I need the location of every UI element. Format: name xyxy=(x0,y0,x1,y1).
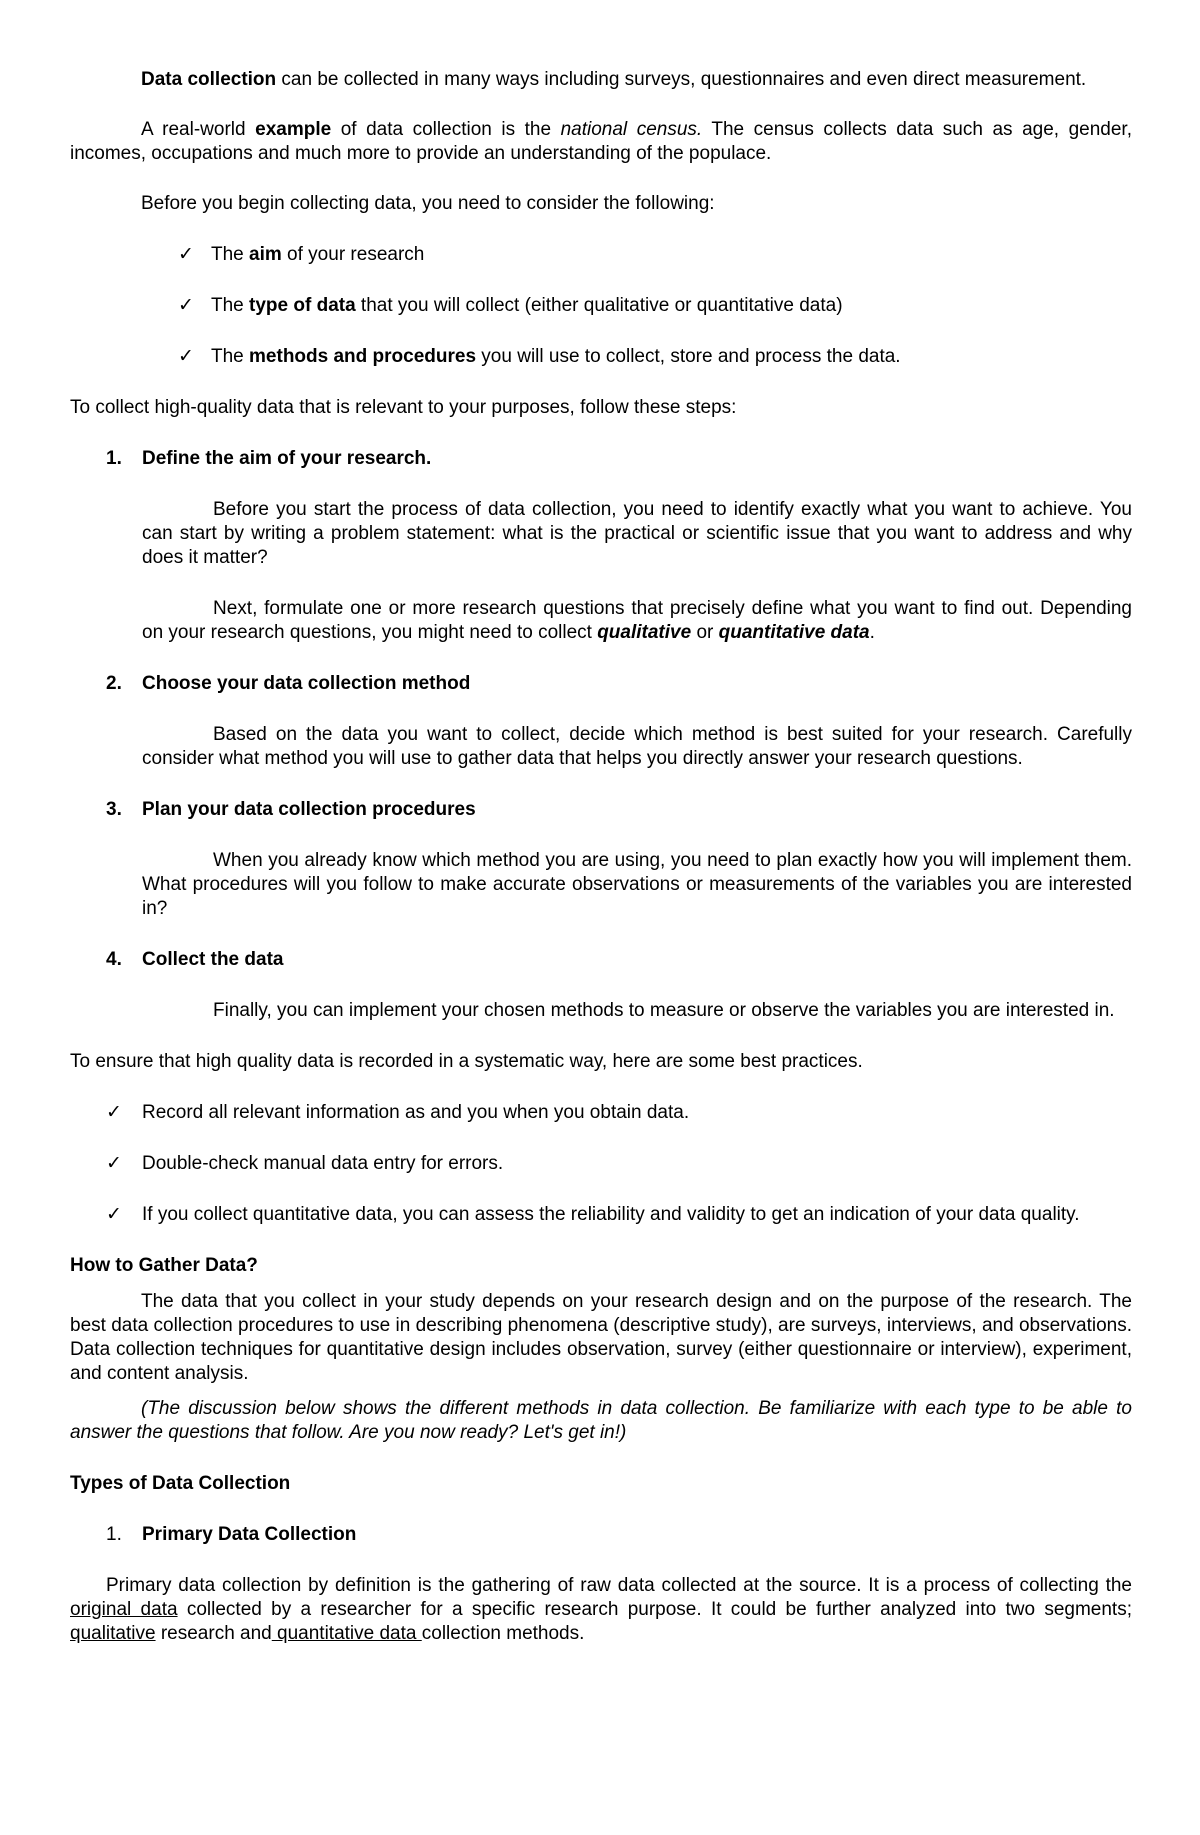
primary-data-paragraph: Primary data collection by definition is the gathering of raw data collected at the source. It is a process of collecting the original data collected by a researcher for a specific research purpose. It could be further analyzed into two segments; qualitative research and quantitative data collection methods. xyxy=(70,1575,1132,1644)
link-qualitative[interactable]: qualitative xyxy=(70,1623,156,1644)
step-paragraph: Finally, you can implement your chosen methods to measure or observe the variables you are interested in. xyxy=(213,1000,1115,1021)
gather-paragraph: The data that you collect in your study depends on your research design and on the purpose of the research. The best data collection procedures to use in describing phenomena (descriptive study), are surveys, interviews, and observations. Data collection techniques for quantitative design includes observation, survey (either questionnaire or interview), experiment, and content analysis. xyxy=(70,1291,1132,1384)
consideration-item: ✓ The type of data that you will collect (either qualitative or quantitative data) xyxy=(178,295,843,316)
step-paragraph: When you already know which method you are using, you need to plan exactly how you will implement them. What procedures will you follow to make accurate observations or measurements of the variables you are interested in? xyxy=(142,850,1132,919)
practices-intro: To ensure that high quality data is recorded in a systematic way, here are some best practices. xyxy=(70,1051,863,1072)
checkmark-icon: ✓ xyxy=(106,1153,122,1174)
step-body xyxy=(70,498,1132,645)
intro-paragraph-2: A real-world example of data collection is the national census. The census collects data such as age, gender, incomes, occupations and much more to provide an understanding of the populace. xyxy=(70,119,1132,164)
gather-note: (The discussion below shows the different methods in data collection. Be familiarize with each type to be able to answer the questions that follow. Are you now ready? Let's get in!) xyxy=(70,1398,1132,1443)
checkmark-icon: ✓ xyxy=(178,244,194,265)
step-heading: 2. Choose your data collection method xyxy=(106,673,471,694)
checkmark-icon: ✓ xyxy=(178,346,194,367)
step-body xyxy=(70,999,1132,1023)
checkmark-icon: ✓ xyxy=(178,295,194,316)
intro-paragraph-3: Before you begin collecting data, you need to consider the following: xyxy=(141,193,715,214)
link-original-data[interactable]: original data xyxy=(70,1599,178,1620)
types-item: 1. Primary Data Collection xyxy=(106,1524,357,1545)
consideration-item: ✓ The methods and procedures you will use to collect, store and process the data. xyxy=(178,346,901,367)
link-quantitative-data[interactable]: quantitative data xyxy=(271,1623,422,1644)
section-heading-gather: How to Gather Data? xyxy=(70,1255,258,1276)
step-heading: 3. Plan your data collection procedures xyxy=(106,799,476,820)
step-paragraph: Based on the data you want to collect, decide which method is best suited for your research. Carefully consider what method you will use to gather data that helps you directly answer your research questions. xyxy=(142,724,1132,769)
practice-item: ✓ Double-check manual data entry for errors. xyxy=(106,1153,504,1174)
step-body xyxy=(70,849,1132,921)
step-paragraph: Next, formulate one or more research questions that precisely define what you want to find out. Depending on your research questions, you might need to collect qualitative or quantitative data. xyxy=(142,598,1132,643)
intro-paragraph-1: Data collection can be collected in many ways including surveys, questionnaires and even direct measurement. xyxy=(141,69,1087,90)
step-heading: 1. Define the aim of your research. xyxy=(106,448,432,469)
term-data-collection: Data collection xyxy=(141,69,277,90)
checkmark-icon: ✓ xyxy=(106,1204,122,1225)
checkmark-icon: ✓ xyxy=(106,1102,122,1123)
section-heading-types: Types of Data Collection xyxy=(70,1473,291,1494)
practice-item: ✓ Record all relevant information as and you when you obtain data. xyxy=(106,1102,690,1123)
practice-item: ✓ If you collect quantitative data, you can assess the reliability and validity to get an indication of your data quality. xyxy=(106,1204,1080,1225)
consideration-item: ✓ The aim of your research xyxy=(178,244,425,265)
step-heading: 4. Collect the data xyxy=(106,949,284,970)
steps-intro: To collect high-quality data that is relevant to your purposes, follow these steps: xyxy=(70,397,737,418)
step-paragraph: Before you start the process of data collection, you need to identify exactly what you want to achieve. You can start by writing a problem statement: what is the practical or scientific issue that you want to address and why does it matter? xyxy=(142,499,1132,568)
step-body xyxy=(70,723,1132,771)
